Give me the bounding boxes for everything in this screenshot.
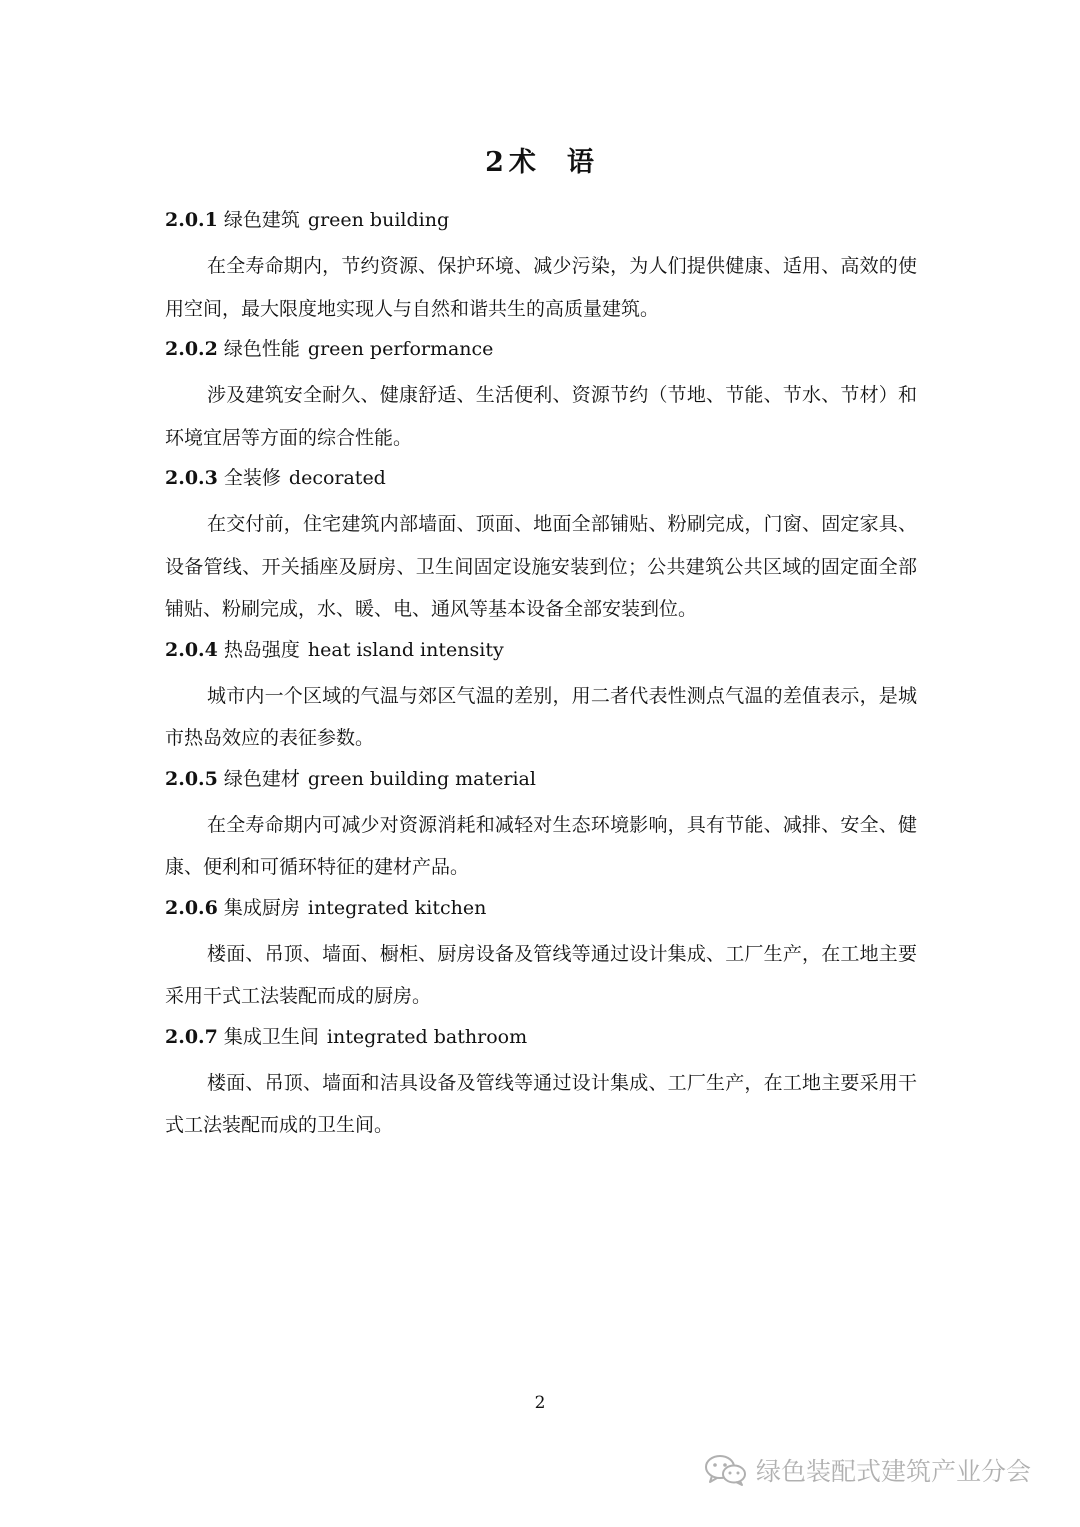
term-heading (165, 891, 917, 925)
term-number: 2.0.7 (165, 1025, 218, 1048)
term-heading (165, 203, 917, 237)
term-number: 2.0.4 (165, 638, 218, 661)
terms-list (165, 203, 917, 1149)
watermark-text: 绿色装配式建筑产业分会 (756, 1457, 1032, 1486)
term-2-0-6 (165, 891, 917, 1018)
chapter-title-part1: 术 (508, 147, 537, 178)
term-2-0-2 (165, 332, 917, 459)
term-number: 2.0.6 (165, 896, 218, 919)
term-english: green building (307, 209, 450, 231)
term-definition: 涉及建筑安全耐久、健康舒适、生活便利、资源节约（节地、节能、节水、节材）和环境宜居等方面的综合性能。 (165, 384, 917, 449)
wechat-icon (704, 1453, 748, 1487)
term-english: green performance (307, 338, 494, 360)
term-definition: 在全寿命期内，节约资源、保护环境、减少污染，为人们提供健康、适用、高效的使用空间，最大限度地实现人与自然和谐共生的高质量建筑。 (165, 255, 917, 320)
term-2-0-7 (165, 1020, 917, 1147)
term-chinese: 全装修 (223, 467, 281, 489)
term-english: integrated bathroom (326, 1025, 528, 1048)
term-heading (165, 332, 917, 366)
term-heading (165, 1020, 917, 1054)
term-heading (165, 633, 917, 667)
term-number: 2.0.5 (165, 767, 218, 790)
term-heading (165, 461, 917, 495)
term-2-0-3 (165, 461, 917, 631)
term-2-0-5 (165, 762, 917, 889)
term-number: 2.0.2 (165, 338, 218, 360)
term-chinese: 集成厨房 (223, 896, 300, 919)
term-chinese: 热岛强度 (223, 638, 300, 661)
term-2-0-1 (165, 203, 917, 330)
term-chinese: 绿色性能 (223, 338, 300, 360)
page-number: 2 (534, 1393, 546, 1413)
term-chinese: 集成卫生间 (223, 1025, 319, 1048)
term-definition: 楼面、吊顶、墙面、橱柜、厨房设备及管线等通过设计集成、工厂生产，在工地主要采用干式工法装配而成的厨房。 (165, 942, 917, 1007)
chapter-number: 2 (485, 147, 505, 178)
watermark (704, 1450, 1031, 1490)
term-definition: 在交付前，住宅建筑内部墙面、顶面、地面全部铺贴、粉刷完成，门窗、固定家具、设备管线、开关插座及厨房、卫生间固定设施安装到位；公共建筑公共区域的固定面全部铺贴、粉刷完成，水、暖、电、通风等基本设备全部安装到位。 (165, 513, 917, 620)
chapter-title (0, 140, 1080, 179)
term-english: integrated kitchen (307, 896, 487, 919)
term-definition: 在全寿命期内可减少对资源消耗和减轻对生态环境影响，具有节能、减排、安全、健康、便利和可循环特征的建材产品。 (165, 813, 917, 878)
term-number: 2.0.1 (165, 209, 218, 231)
term-english: heat island intensity (307, 638, 504, 661)
term-chinese: 绿色建筑 (223, 209, 300, 231)
term-chinese: 绿色建材 (223, 767, 300, 790)
term-heading (165, 762, 917, 796)
term-2-0-4 (165, 633, 917, 760)
term-definition: 城市内一个区域的气温与郊区气温的差别，用二者代表性测点气温的差值表示，是城市热岛效应的表征参数。 (165, 684, 917, 749)
term-definition: 楼面、吊顶、墙面和洁具设备及管线等通过设计集成、工厂生产，在工地主要采用干式工法装配而成的卫生间。 (165, 1071, 917, 1136)
term-english: green building material (307, 767, 536, 790)
term-number: 2.0.3 (165, 467, 218, 489)
term-english: decorated (288, 467, 386, 489)
chapter-title-part2: 语 (566, 147, 595, 178)
